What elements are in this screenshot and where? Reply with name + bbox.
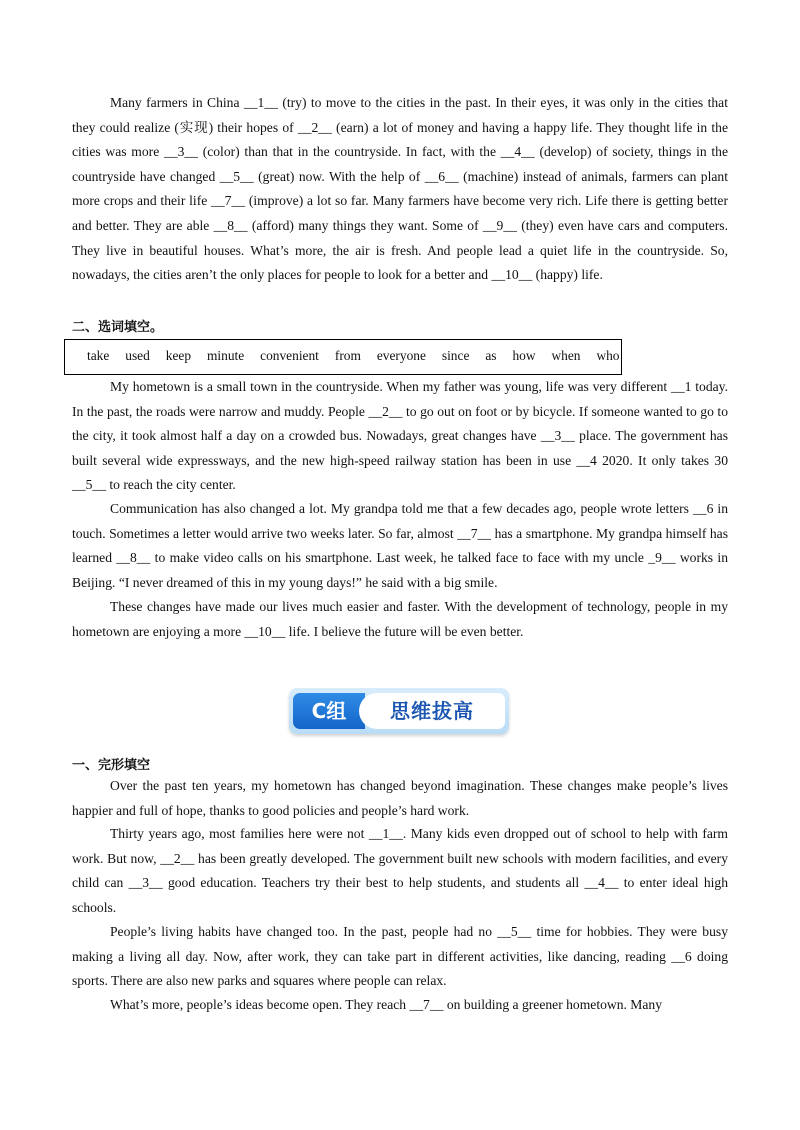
word-bank-item: how	[512, 348, 536, 363]
passage-3-paragraph-4: What’s more, people’s ideas become open. They reach __7__ on building a greener hometown. Many	[110, 997, 663, 1012]
word-bank-item: as	[485, 348, 497, 363]
passage-3-paragraph-3: People’s living habits have changed too. In the past, people had no __5__ time for hobbies. They were busy making a living all day. Now, after work, they can take part in different activities, like dancing, reading __6 doing sports. There are also new parks and squares where people can relax.	[72, 924, 728, 989]
word-bank-item: from	[334, 348, 361, 363]
word-bank-item: keep	[165, 348, 192, 363]
word-bank	[64, 339, 622, 375]
passage-2-paragraph-1: My hometown is a small town in the countryside. When my father was young, life was very different __1 today. In the past, the roads were narrow and muddy. People __2__ to go out on foot or by bicycle. If someone wanted to go to the city, it took almost half a day on a crowded bus. Nowadays, great changes have __3__ place. The government has built several wide expressways, and the new high-speed railway station has been in use __4 2020. It only takes 30 __5__ to reach the city center.	[72, 379, 728, 493]
section-heading-word-choice: 二、选词填空。	[72, 320, 164, 335]
passage-2-paragraph-3: These changes have made our lives much easier and faster. With the development of technology, people in my hometown are enjoying a more __10__ life. I believe the future will be even better.	[72, 599, 728, 639]
section-heading-cloze: 一、完形填空	[72, 758, 151, 773]
word-bank-item: minute	[207, 348, 245, 363]
word-bank-item: everyone	[376, 348, 426, 363]
word-bank-item: when	[551, 348, 581, 363]
word-bank-item: who	[596, 348, 620, 363]
passage-3-paragraph-2: Thirty years ago, most families here were not __1__. Many kids even dropped out of school to help with farm work. But now, __2__ has been greatly developed. The government built new schools with modern facilities, and every child can __3__ good education. Teachers try their best to help students, and students all __4__ to enter ideal high schools.	[72, 826, 728, 915]
group-label: C组	[293, 693, 365, 729]
word-bank-item: used	[125, 348, 150, 363]
word-bank-item: convenient	[260, 348, 319, 363]
passage-2-paragraph-2: Communication has also changed a lot. My grandpa told me that a few decades ago, people wrote letters __6 in touch. Sometimes a letter would arrive two weeks later. So far, almost __7__ has a smartphone. My grandpa himself has learned __8__ to make video calls on his smartphone. Last week, he talked face to face with my uncle _9__ works in Beijing. “I never dreamed of this in my young days!” he said with a big smile.	[72, 501, 728, 590]
passage-1: Many farmers in China __1__ (try) to move to the cities in the past. In their eyes, it was only in the cities that they could realize (实现) their hopes of __2__ (earn) a lot of money and having a happy life. They thought life in the cities was more __3__ (color) than that in the countryside. In fact, with the __4__ (develop) of society, things in the countryside have changed __5__ (great) now. With the help of __6__ (machine) instead of animals, farmers can plant more crops and their life __7__ (improve) a lot so far. Many farmers have become very rich. Life there is getting better and better. They are able __8__ (afford) many things they want. Some of __9__ (they) even have cars and computers. They live in beautiful houses. What’s more, the air is fresh. And people lead a quiet life in the countryside. So, nowadays, the cities aren’t the only places for people to look for a better and __10__ (happy) life.	[72, 95, 728, 283]
passage-3-paragraph-1: Over the past ten years, my hometown has changed beyond imagination. These changes make people’s lives happier and full of hope, thanks to good policies and people’s hard work.	[72, 778, 728, 818]
group-title: 思维拔高	[359, 693, 505, 729]
group-c-badge	[289, 688, 509, 734]
word-bank-item: take	[87, 348, 110, 363]
word-bank-item: since	[441, 348, 470, 363]
